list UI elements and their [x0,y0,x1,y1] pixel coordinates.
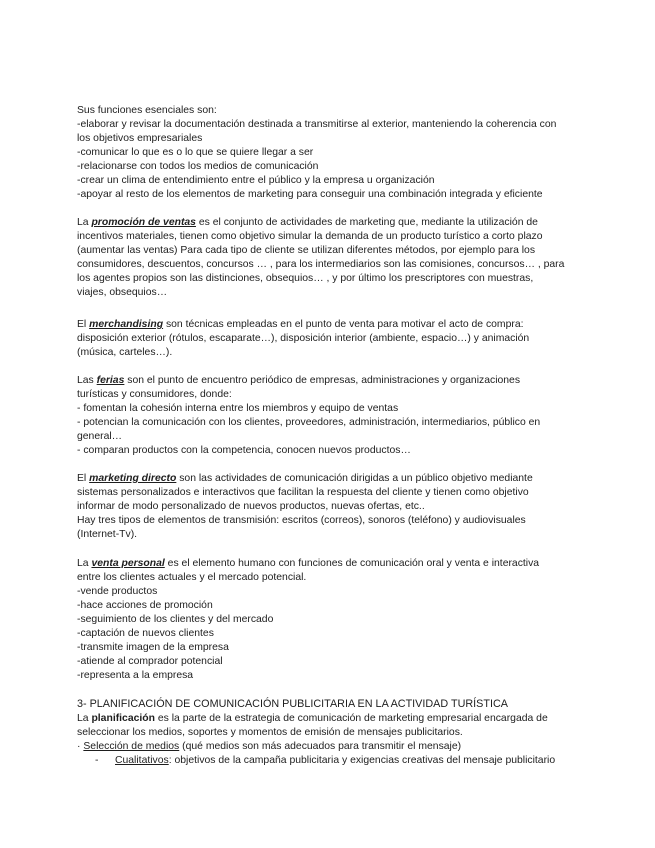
marketing-directo-line: (Internet-Tv). [77,529,138,540]
promocion-line: viajes, obsequios… [77,287,168,298]
intro-item: los objetivos empresariales [77,133,203,144]
marketing-directo-pre: El [77,473,90,484]
promocion-term: promoción de ventas [91,217,196,228]
cualitativos-term: Cualitativos [115,755,169,766]
seleccion-medios-line [77,740,461,754]
ferias-term: ferias [96,375,125,386]
venta-personal-line: -hace acciones de promoción [77,600,213,611]
promocion-first-line [77,216,538,230]
venta-personal-pre: La [77,558,92,569]
promocion-line: consumidores, descuentos, concursos … , para los intermediarios son las comisiones, concursos… , para [77,259,565,270]
marketing-directo-first-line [77,472,533,486]
planificacion-term: planificación [91,713,155,724]
merchandising-first-rest: son técnicas empleadas en el punto de venta para motivar el acto de compra: [163,319,524,330]
venta-personal-line: -seguimiento de los clientes y del mercado [77,614,274,625]
planificacion-first-line [77,712,548,726]
ferias-line: - potencian la comunicación con los clientes, proveedores, administración, intermediarios, público en [77,417,541,428]
intro-item: -crear un clima de entendimiento entre el público y la empresa u organización [77,175,435,186]
bullet: · [77,741,84,752]
list-dash: - [95,755,99,766]
merchandising-line: (música, carteles…). [77,347,173,358]
merchandising-line: disposición exterior (rótulos, escaparate…), disposición interior (ambiente, espacio…) y animación [77,333,530,344]
marketing-directo-first-rest: son las actividades de comunicación dirigidas a un público objetivo mediante [176,473,533,484]
intro-item: -apoyar al resto de los elementos de marketing para conseguir una combinación integrada y eficiente [77,189,543,200]
promocion-line: los agentes propios son las distinciones, obsequios… , y por último los prescriptores con muestras, [77,273,534,284]
planificacion-line: seleccionar los medios, soportes y momentos de emisión de mensajes publicitarios. [77,727,463,738]
merchandising-term: merchandising [89,319,164,330]
marketing-directo-line: sistemas personalizados e interactivos que facilitan la respuesta del cliente y tienen como objetivo [77,487,529,498]
seleccion-medios-term: Selección de medios [83,741,180,752]
planificacion-first-rest: es la parte de la estrategia de comunicación de marketing empresarial encargada de [154,713,548,724]
merchandising-first-line [77,318,523,332]
venta-personal-line: -transmite imagen de la empresa [77,642,229,653]
ferias-pre: Las [77,375,97,386]
venta-personal-first-rest: es el elemento humano con funciones de comunicación oral y venta e interactiva [164,558,540,569]
venta-personal-line: -vende productos [77,586,158,597]
merchandising-pre: El [77,319,90,330]
cualitativos-rest: : objetivos de la campaña publicitaria y exigencias creativas del mensaje publicitario [168,755,556,766]
ferias-line: - comparan productos con la competencia, conocen nuevos productos… [77,445,411,456]
marketing-directo-line: informar de modo personalizado de nuevos productos, nuevas ofertas, etc.. [77,501,425,512]
seleccion-medios-rest: (qué medios son más adecuados para transmitir el mensaje) [179,741,462,752]
intro-title: Sus funciones esenciales son: [77,105,217,116]
planificacion-pre: La [77,713,92,724]
ferias-line: - fomentan la cohesión interna entre los miembros y equipo de ventas [77,403,399,414]
intro-item: -elaborar y revisar la documentación destinada a transmitirse al exterior, manteniendo la coherencia con [77,119,557,130]
ferias-line: turísticas y consumidores, donde: [77,389,232,400]
intro-item: -comunicar lo que es o lo que se quiere llegar a ser [77,147,314,158]
venta-personal-line: entre los clientes actuales y el mercado potencial. [77,572,307,583]
promocion-line: (aumentar las ventas) Para cada tipo de cliente se utilizan diferentes métodos, por ejemplo para los [77,245,536,256]
ferias-line: general… [77,431,123,442]
marketing-directo-term: marketing directo [89,473,177,484]
ferias-first-rest: son el punto de encuentro periódico de empresas, administraciones y organizaciones [124,375,521,386]
venta-personal-first-line [77,557,539,571]
venta-personal-line: -representa a la empresa [77,670,194,681]
promocion-first-rest: es el conjunto de actividades de marketing que, mediante la utilización de [195,217,538,228]
promocion-line: incentivos materiales, tienen como objetivo simular la demanda de un producto turístico a corto plazo [77,231,543,242]
cualitativos-line [95,754,555,768]
venta-personal-term: venta personal [91,558,165,569]
marketing-directo-line: Hay tres tipos de elementos de transmisión: escritos (correos), sonoros (teléfono) y audiovisuales [77,515,526,526]
ferias-first-line [77,374,520,388]
intro-item: -relacionarse con todos los medios de comunicación [77,161,319,172]
section-heading: 3- PLANIFICACIÓN DE COMUNICACIÓN PUBLICITARIA EN LA ACTIVIDAD TURÍSTICA [77,698,508,710]
venta-personal-line: -atiende al comprador potencial [77,656,223,667]
promocion-pre: La [77,217,92,228]
venta-personal-line: -captación de nuevos clientes [77,628,214,639]
